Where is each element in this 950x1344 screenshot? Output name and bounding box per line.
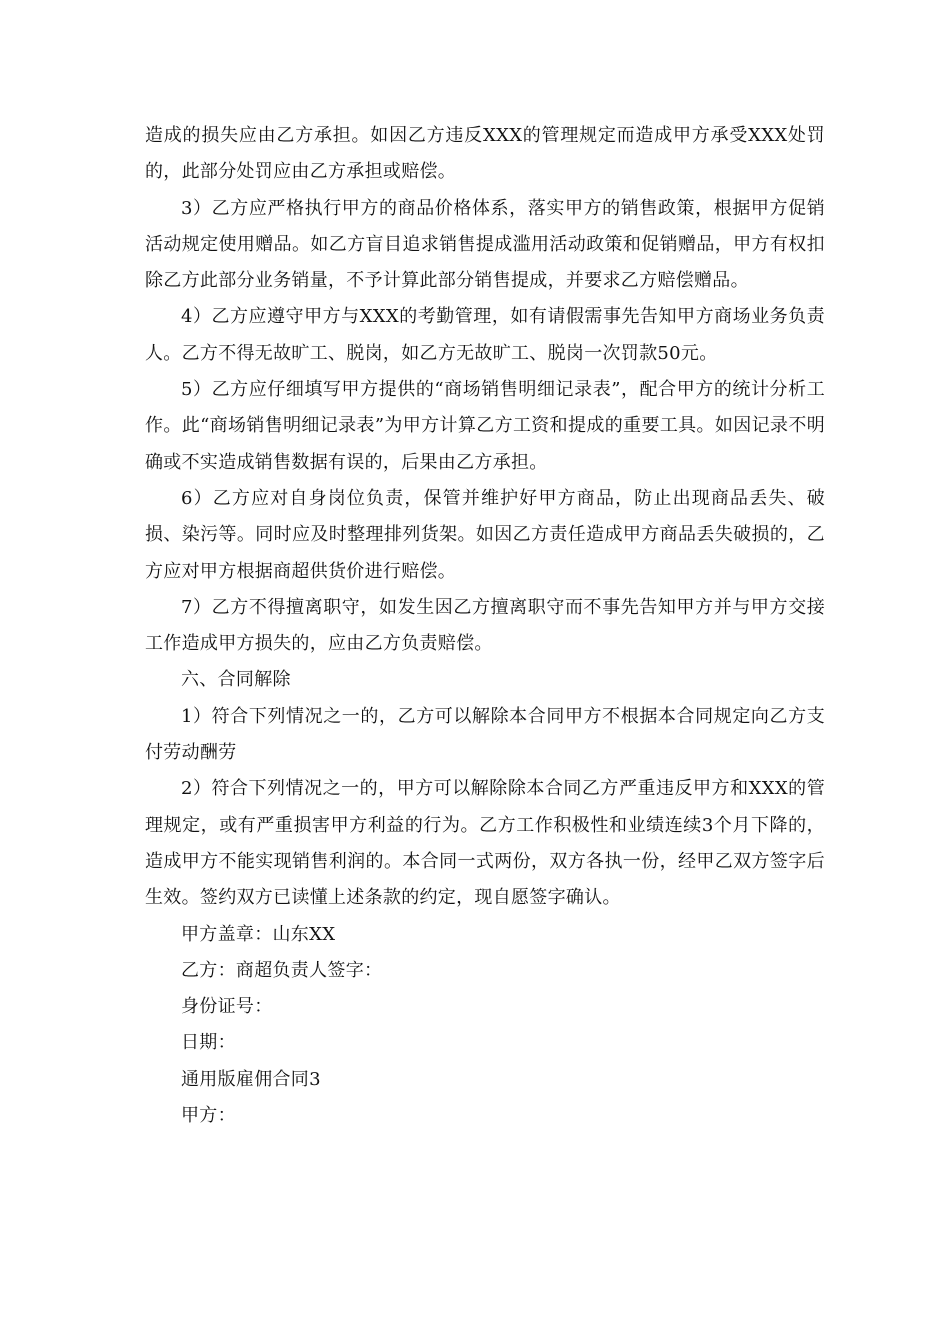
document-body [145, 118, 825, 1134]
date-field: 日期： [181, 1032, 236, 1054]
paragraph-loss-liability: 造成的损失应由乙方承担。如因乙方违反XXX的管理规定而造成甲方承受XXX处罚的，此部分处罚应由乙方承担或赔偿。 [145, 125, 825, 183]
paragraph-clause-3-pricing: 3）乙方应严格执行甲方的商品价格体系，落实甲方的销售政策，根据甲方促销活动规定使用赠品。如乙方盲目追求销售提成滥用活动政策和促销赠品，甲方有权扣除乙方此部分业务销量，不予计算此部分销售提成，并要求乙方赔偿赠品。 [145, 197, 825, 292]
signature-party-b: 乙方：商超负责人签字： [181, 959, 383, 981]
signature-party-a-seal: 甲方盖章：山东XX [181, 923, 336, 945]
paragraph-clause-5-sales-record: 5）乙方应仔细填写甲方提供的“商场销售明细记录表”，配合甲方的统计分析工作。此“商场销售明细记录表”为甲方计算乙方工资和提成的重要工具。如因记录不明确或不实造成销售数据有误的，后果由乙方承担。 [145, 379, 825, 473]
paragraph-termination-1: 1）符合下列情况之一的，乙方可以解除本合同甲方不根据本合同规定向乙方支付劳动酬劳 [145, 705, 825, 764]
paragraph-clause-4-attendance: 4）乙方应遵守甲方与XXX的考勤管理，如有请假需事先告知甲方商场业务负责人。乙方不得无故旷工、脱岗，如乙方无故旷工、脱岗一次罚款50元。 [145, 306, 825, 364]
paragraph-clause-7-post: 7）乙方不得擅离职守，如发生因乙方擅离职守而不事先告知甲方并与甲方交接工作造成甲方损失的，应由乙方负责赔偿。 [145, 596, 825, 655]
paragraph-clause-6-goods-care: 6）乙方应对自身岗位负责，保管并维护好甲方商品，防止出现商品丢失、破损、染污等。同时应及时整理排列货架。如因乙方责任造成甲方商品丢失破损的，乙方应对甲方根据商超供货价进行赔偿。 [145, 487, 825, 582]
id-number-field: 身份证号： [181, 996, 273, 1018]
section-heading-termination: 六、合同解除 [181, 669, 291, 691]
next-contract-title: 通用版雇佣合同3 [181, 1068, 321, 1090]
next-contract-party-a: 甲方： [181, 1105, 236, 1127]
paragraph-termination-2: 2）符合下列情况之一的，甲方可以解除除本合同乙方严重违反甲方和XXX的管理规定，或有严重损害甲方利益的行为。乙方工作积极性和业绩连续3个月下降的，造成甲方不能实现销售利润的。本合同一式两份，双方各执一份，经甲乙双方签字后生效。签约双方已读懂上述条款的约定，现自愿签字确认。 [145, 778, 825, 909]
